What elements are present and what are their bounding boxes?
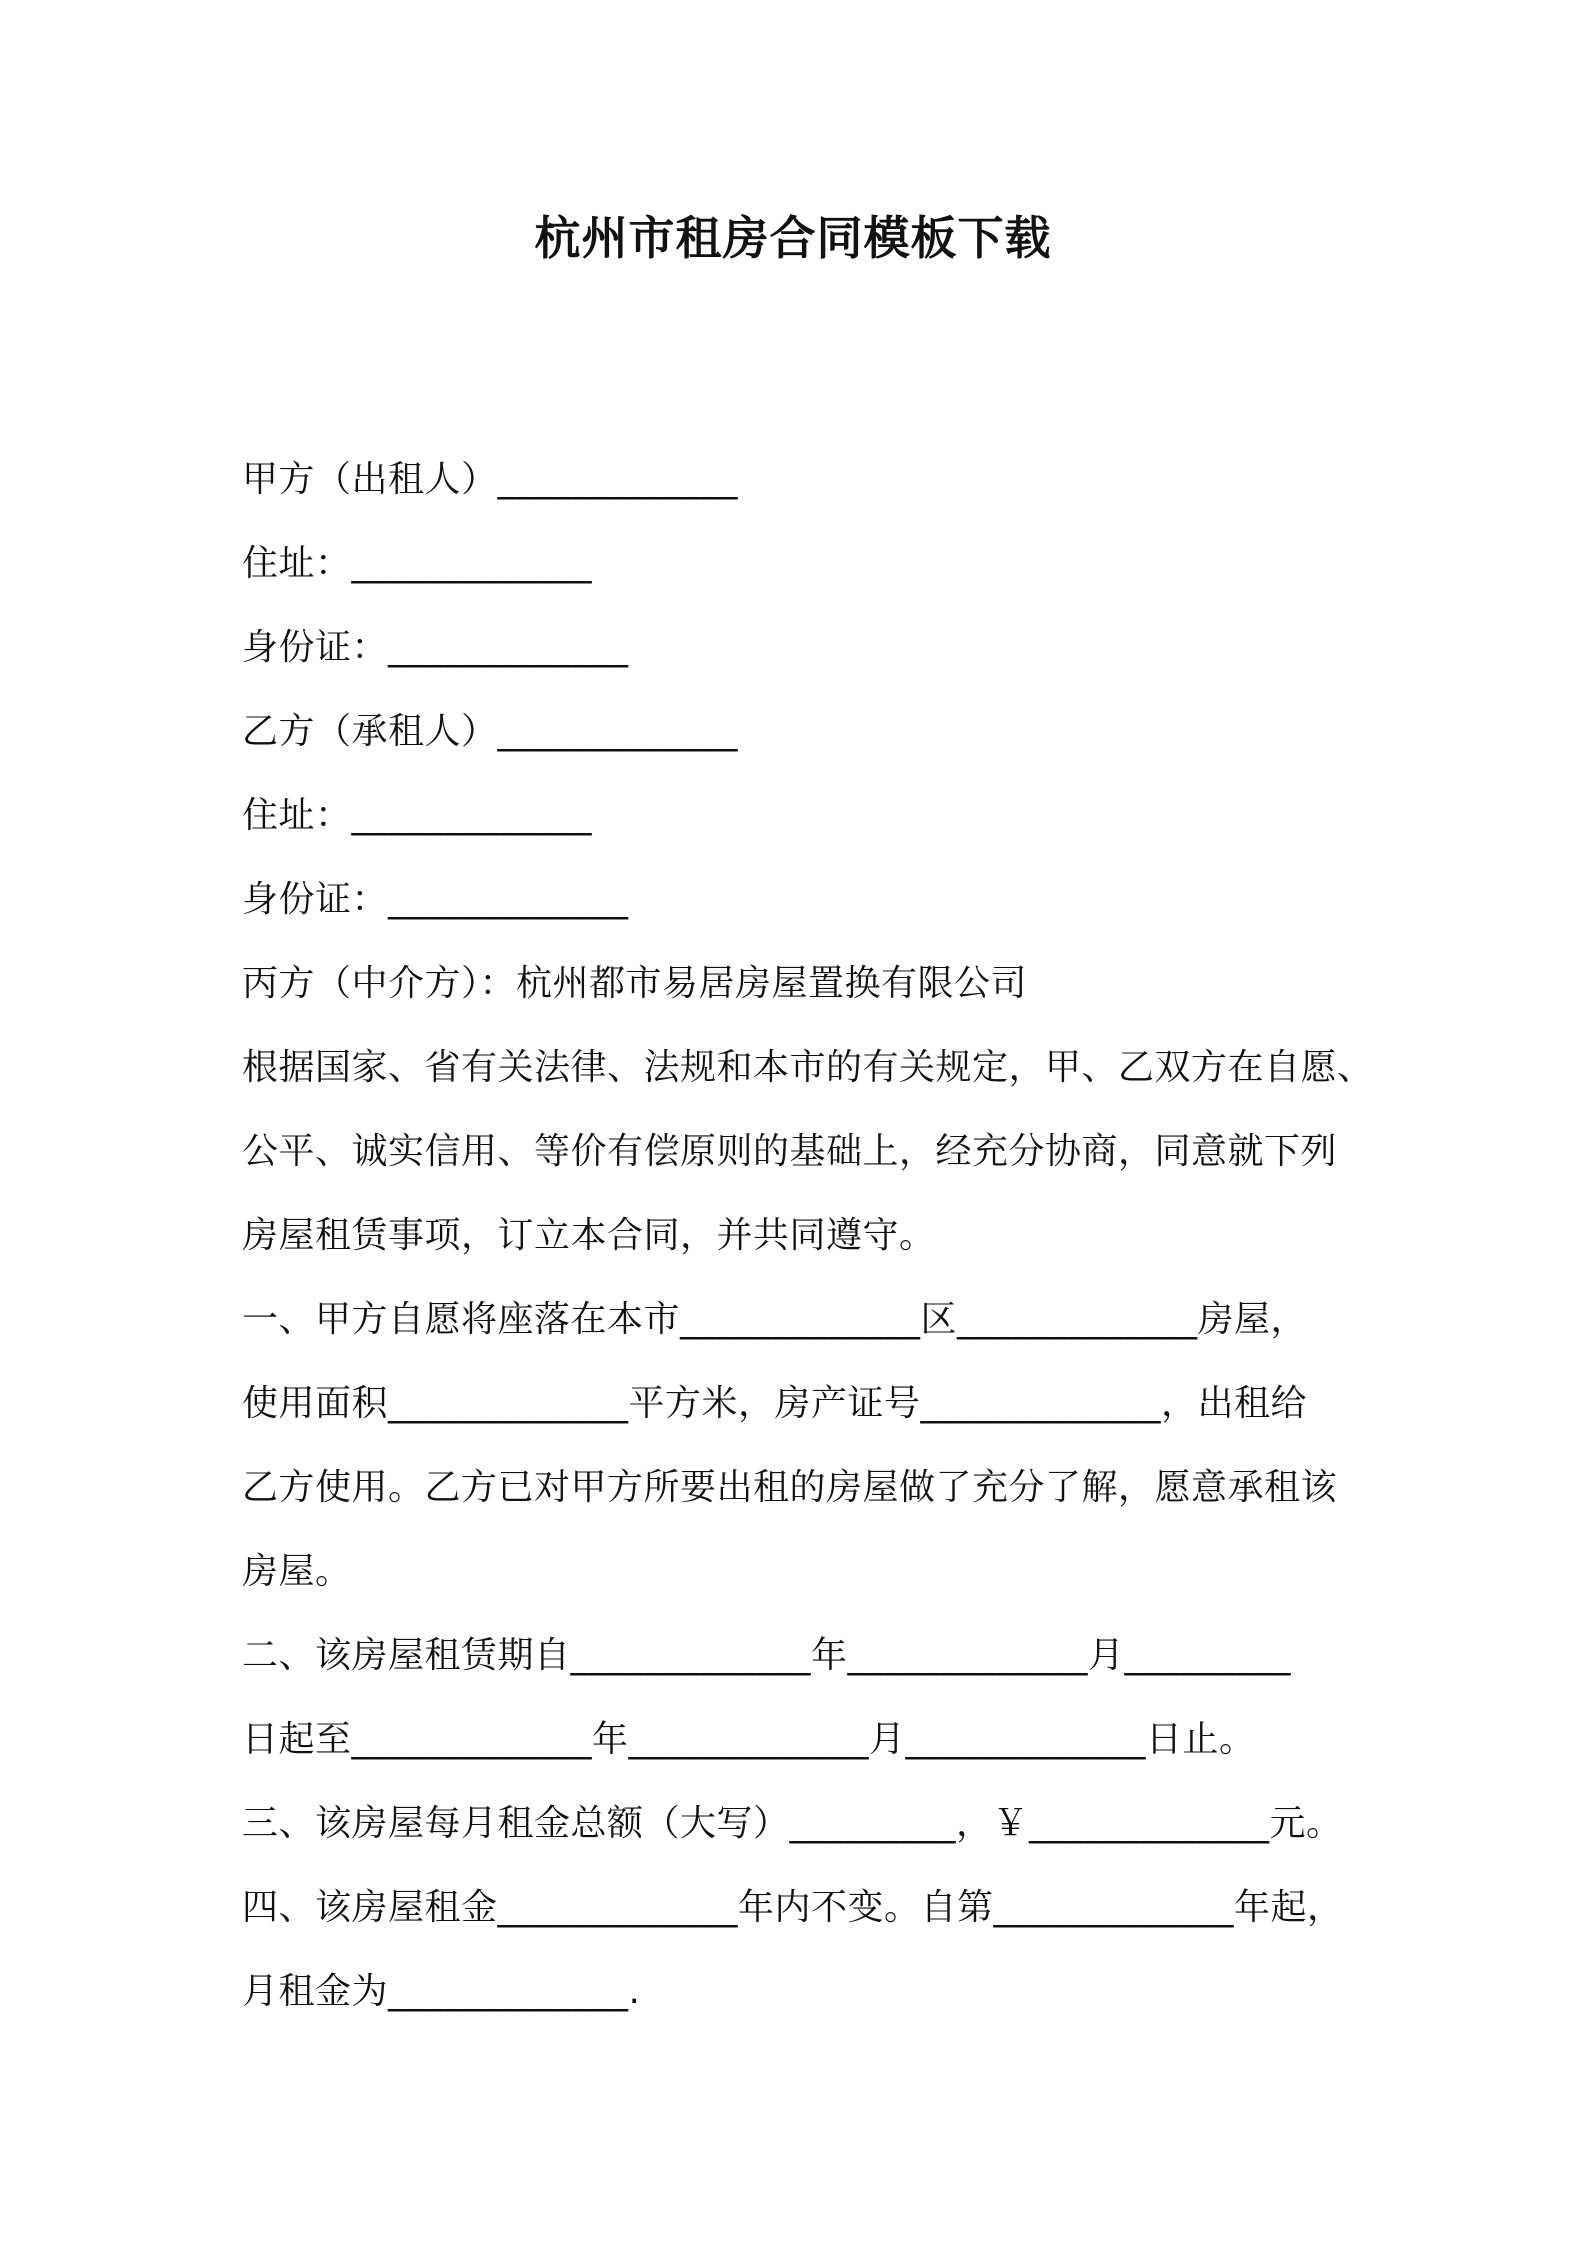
- party-b-id-line: 身份证：_____________: [242, 879, 629, 920]
- clause-3-line: 三、该房屋每月租金总额（大写）_________，￥_____________元。: [242, 1803, 1343, 1844]
- party-a-id-line: 身份证：_____________: [242, 627, 629, 668]
- document-title: 杭州市租房合同模板下载: [534, 211, 1052, 265]
- preamble-line-3: 房屋租赁事项，订立本合同，并共同遵守。: [242, 1215, 936, 1256]
- clause-4-line-1: 四、该房屋租金_____________年内不变。自第_____________年起，: [242, 1887, 1344, 1928]
- party-a-landlord-line: 甲方（出租人）_____________: [242, 459, 739, 500]
- party-c-agency-line: 丙方（中介方）：杭州都市易居房屋置换有限公司: [242, 963, 1028, 1004]
- clause-1-line-2: 使用面积_____________平方米，房产证号_____________，出租给: [242, 1383, 1308, 1424]
- clause-4-line-2: 月租金为_____________.: [242, 1971, 641, 2012]
- clause-2-line-2: 日起至_____________年_____________月_____________日止。: [242, 1719, 1256, 1760]
- preamble-line-2: 公平、诚实信用、等价有偿原则的基础上，经充分协商，同意就下列: [242, 1131, 1338, 1172]
- clause-1-line-3: 乙方使用。乙方已对甲方所要出租的房屋做了充分了解，愿意承租该: [242, 1467, 1338, 1508]
- preamble-line-1: 根据国家、省有关法律、法规和本市的有关规定，甲、乙双方在自愿、: [242, 1047, 1374, 1088]
- party-a-address-line: 住址：_____________: [242, 543, 593, 584]
- party-b-tenant-line: 乙方（承租人）_____________: [242, 711, 739, 752]
- party-b-address-line: 住址：_____________: [242, 795, 593, 836]
- clause-1-line-1: 一、甲方自愿将座落在本市_____________区_____________房屋，: [242, 1299, 1308, 1340]
- clause-1-line-4: 房屋。: [242, 1551, 352, 1592]
- clause-2-line-1: 二、该房屋租赁期自_____________年_____________月_________: [242, 1635, 1292, 1676]
